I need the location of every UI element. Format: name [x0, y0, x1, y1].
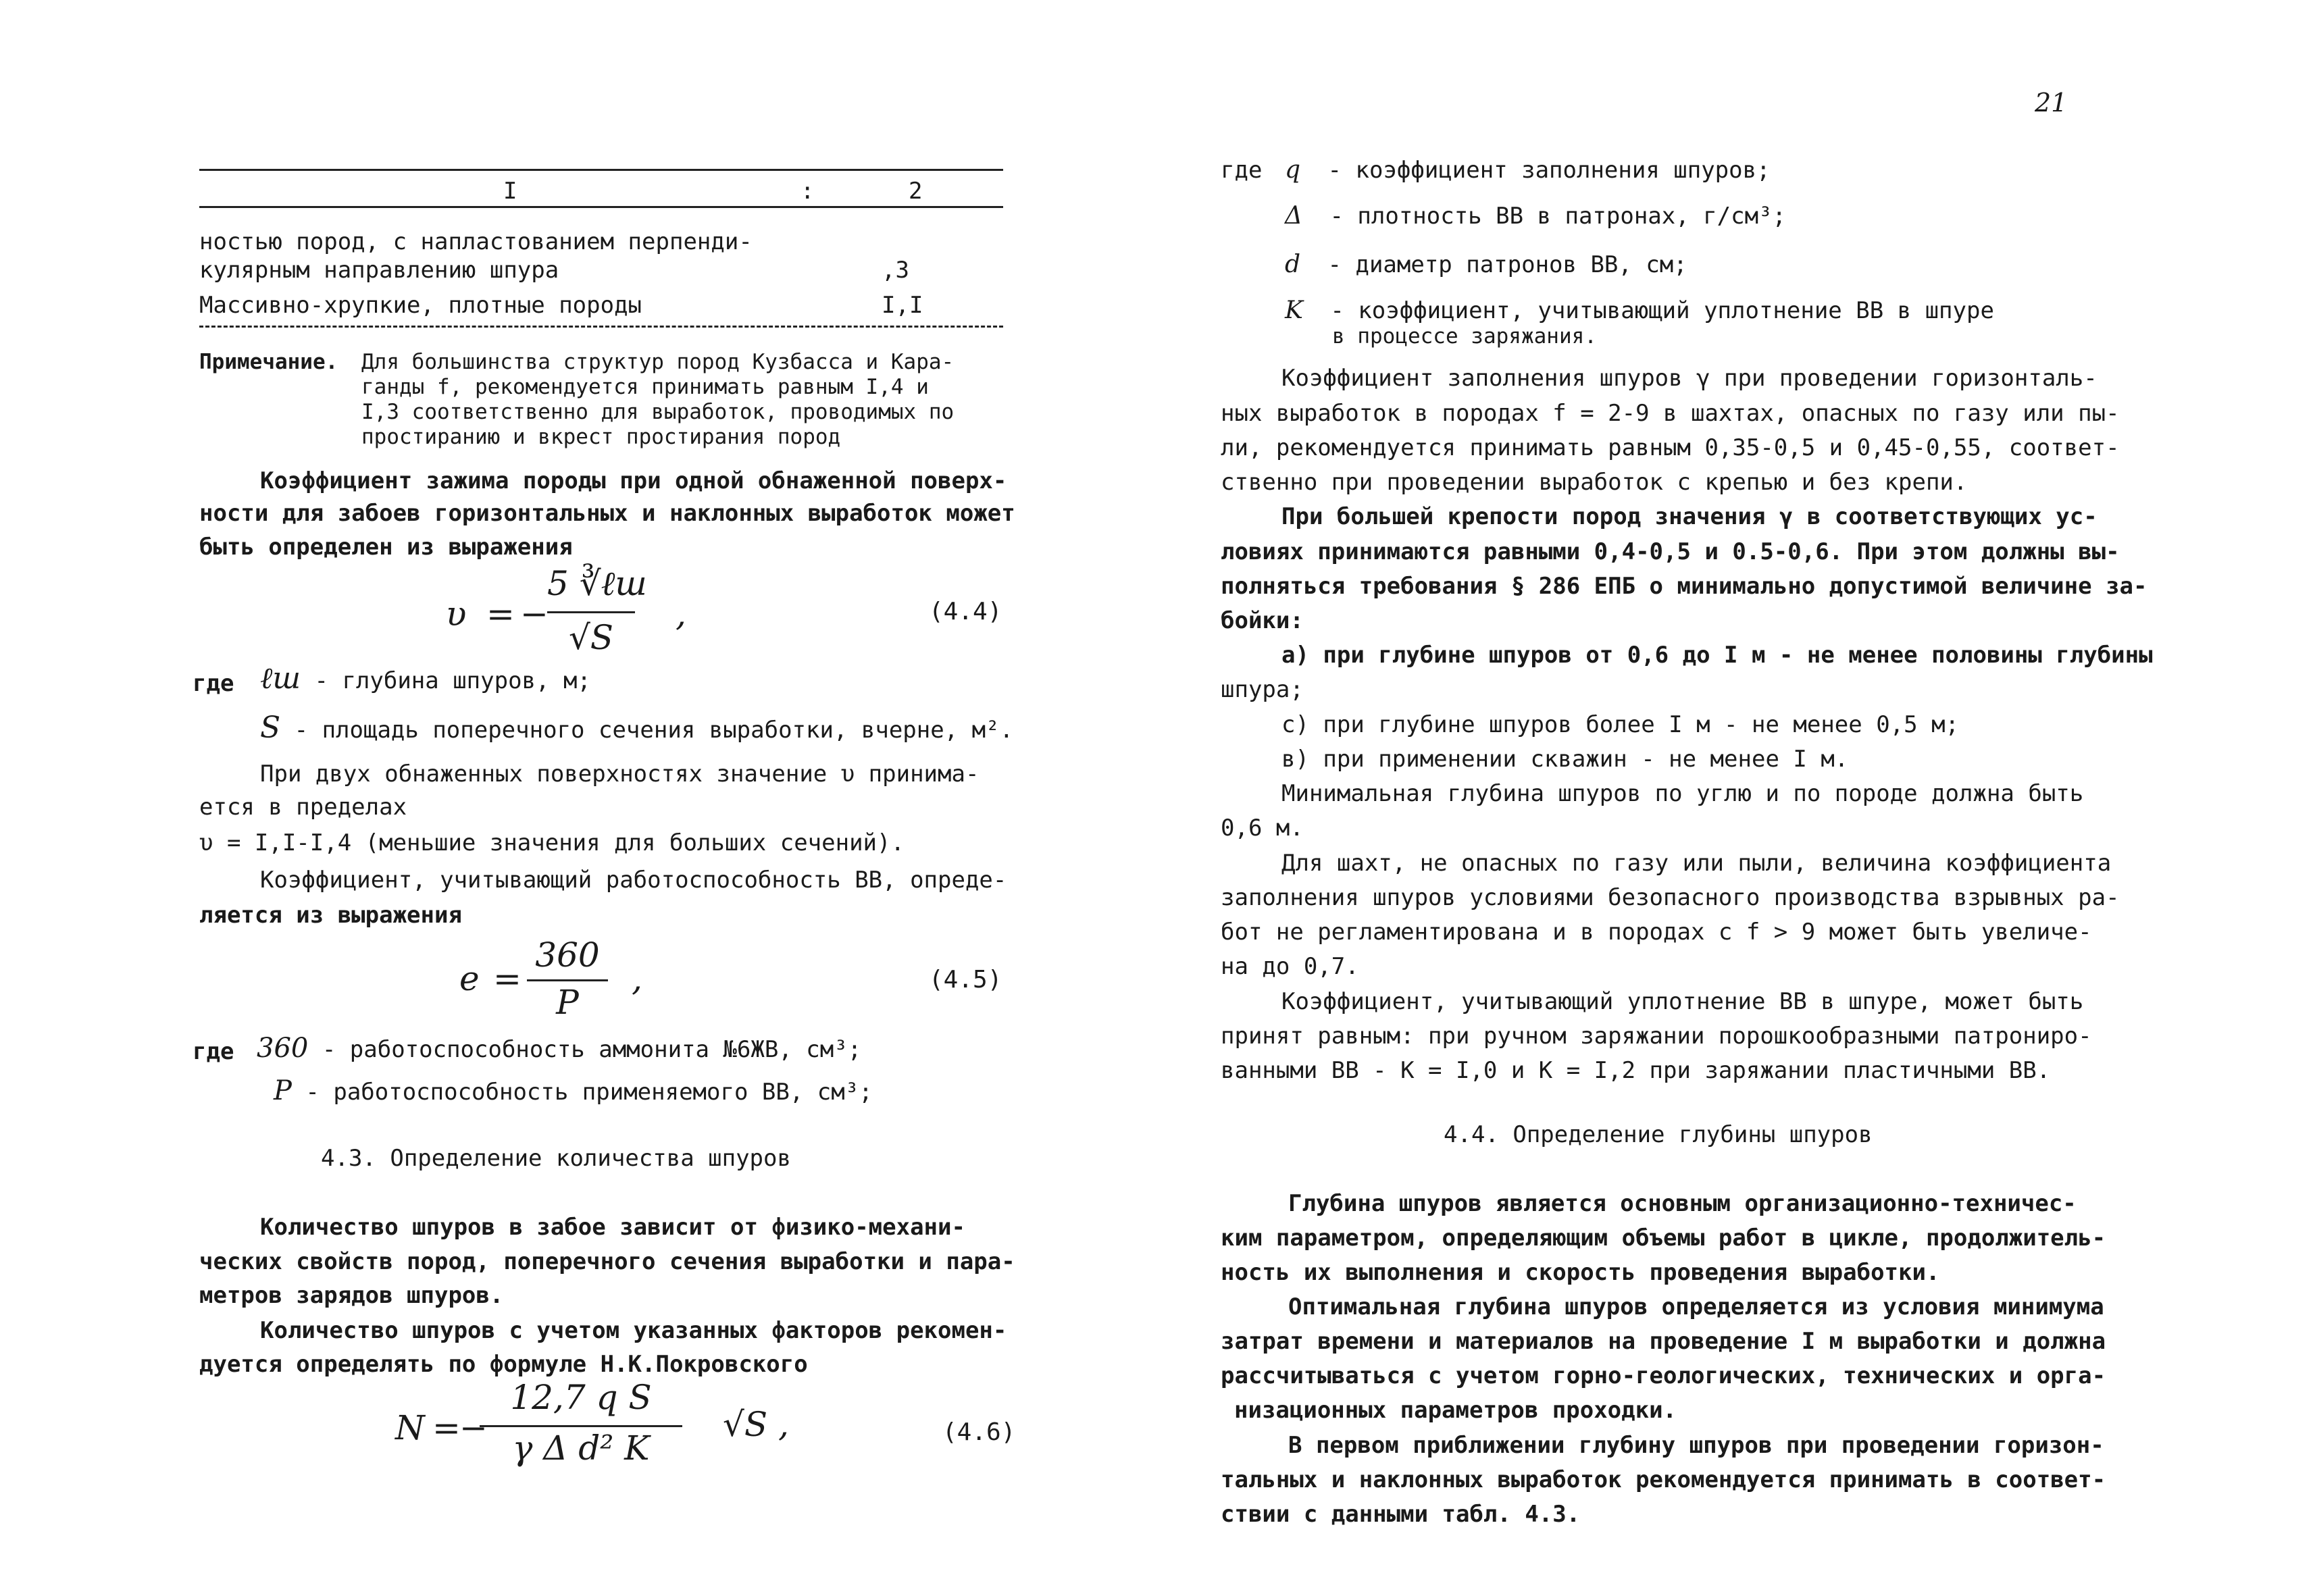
- table-row-2-label: Массивно-хрупкие, плотные породы: [199, 292, 642, 319]
- para6-line1: Коэффициент заполнения шпуров γ при проведении горизонталь-: [1281, 365, 2098, 392]
- left-page: [0, 0, 1156, 1596]
- where2-item-1-text: - работоспособность аммонита №6ЖВ, см³;: [322, 1036, 862, 1063]
- para11-line3: ность их выполнения и скорость проведения выработки.: [1221, 1259, 1940, 1286]
- where2-label: где: [193, 1038, 234, 1065]
- para5-line1: Количество шпуров с учетом указанных факторов рекомен-: [260, 1317, 1007, 1344]
- where3-item-1-text: - коэффициент заполнения шпуров;: [1327, 157, 1771, 184]
- para11-line1: Глубина шпуров является основным организационно-техничес-: [1288, 1190, 2077, 1217]
- para2-line3: υ = I,I-I,4 (меньшие значения для больших сечений).: [199, 829, 905, 856]
- para7-line3: полняться требования § 286 ЕПБ о минимально допустимой величине за-: [1221, 573, 2147, 600]
- para12-line3: рассчитываться с учетом горно-геологических, технических и орга-: [1221, 1362, 2106, 1389]
- where1-label: где: [193, 670, 234, 697]
- formula-4-4-lhs: υ: [446, 594, 467, 634]
- note-line-3: I,3 соответственно для выработок, проводимых по: [361, 400, 955, 424]
- para11-line2: ким параметром, определяющим объемы работ в цикле, продолжитель-: [1221, 1225, 2106, 1252]
- formula-4-6-bar: [480, 1425, 682, 1427]
- table-row-2-value: I,I: [882, 292, 923, 319]
- list-item-c: с) при глубине шпуров более I м - не менее 0,5 м;: [1281, 711, 1960, 738]
- para3-line1: Коэффициент, учитывающий работоспособность ВВ, опреде-: [260, 867, 1007, 894]
- section-4-4-heading: 4.4. Определение глубины шпуров: [1444, 1121, 1873, 1148]
- formula-4-4-number: (4.4): [929, 598, 1002, 625]
- formula-4-6-denominator: γ Δ d² K: [512, 1428, 650, 1468]
- where3-continuation: в процессе заряжания.: [1332, 324, 1597, 349]
- formula-4-4-numerator: 5 ∛ℓш: [547, 564, 647, 603]
- para1-line3: быть определен из выражения: [199, 534, 573, 561]
- formula-4-4-comma: ,: [676, 594, 686, 634]
- where2-item-2: [274, 1077, 873, 1106]
- formula-4-6-numerator: 12,7 q S: [510, 1378, 652, 1417]
- table-top-rule: [199, 169, 1003, 171]
- formula-4-5-denominator: P: [556, 983, 579, 1022]
- where3-item-4: [1285, 297, 1994, 324]
- formula-4-6-equals: =: [432, 1408, 461, 1447]
- formula-4-5-bar: [527, 979, 608, 981]
- list-item-a: а) при глубине шпуров от 0,6 до I м - не менее половины глубины: [1281, 642, 2153, 669]
- para4-line3: метров зарядов шпуров.: [199, 1282, 504, 1309]
- formula-4-6-lhs: N: [395, 1408, 425, 1447]
- para2-line1: При двух обнаженных поверхностях значение υ принима-: [260, 761, 980, 788]
- para1-line1: Коэффициент зажима породы при одной обнаженной поверх-: [260, 467, 1007, 494]
- para13-line1: В первом приближении глубину шпуров при проведении горизон-: [1288, 1432, 2104, 1459]
- para9-line3: бот не регламентирована и в породах с f > 9 может быть увеличе-: [1221, 919, 2092, 946]
- para4-line2: ческих свойств пород, поперечного сечения выработки и пара-: [199, 1248, 1015, 1275]
- note-line-2: ганды f, рекомендуется принимать равным I,4 и: [361, 375, 929, 399]
- note-line-4: простиранию и вкрест простирания пород: [361, 425, 841, 449]
- list-item-v: в) при применении скважин - не менее I м.: [1281, 746, 1849, 773]
- where2-item-1-sym: 360: [257, 1033, 309, 1064]
- where1-item-2-text: - площадь поперечного сечения выработки, вчерне, м².: [294, 717, 1014, 744]
- table-header-sep: :: [800, 178, 815, 205]
- para12-line1: Оптимальная глубина шпуров определяется из условия минимума: [1288, 1293, 2104, 1320]
- where3-item-4-sym: K: [1285, 297, 1303, 324]
- formula-4-6-tail: √S ,: [723, 1405, 789, 1444]
- para2-line2: ется в пределах: [199, 794, 407, 821]
- formula-4-5-equals: =: [493, 959, 522, 998]
- table-row-1-line2: кулярным направлению шпура: [199, 257, 559, 284]
- table-row-1-line1: ностью пород, с напластованием перпенди-: [199, 228, 753, 255]
- formula-4-5-number: (4.5): [929, 966, 1002, 994]
- para13-line3: ствии с данными табл. 4.3.: [1221, 1501, 1581, 1528]
- table-header-rule: [199, 206, 1003, 208]
- where3-item-3: [1285, 251, 1687, 278]
- where2-item-2-sym: P: [274, 1075, 292, 1106]
- para9-line2: заполнения шпуров условиями безопасного производства взрывных ра-: [1221, 884, 2120, 911]
- where1-item-2: [260, 711, 1014, 745]
- note-label: Примечание.: [199, 350, 338, 374]
- where3-item-1-sym: q: [1285, 156, 1301, 184]
- para10-line3: ванными ВВ - K = I,0 и K = I,2 при заряжании пластичными ВВ.: [1221, 1057, 2051, 1084]
- list-item-a-cont: шпура;: [1221, 676, 1304, 703]
- para6-line2: ных выработок в породах f = 2-9 в шахтах, опасных по газу или пы-: [1221, 400, 2120, 427]
- para1-line2: ности для забоев горизонтальных и наклонных выработок может: [199, 500, 1015, 527]
- where3-item-3-text: - диаметр патронов ВВ, см;: [1327, 251, 1687, 278]
- formula-4-6-number: (4.6): [942, 1418, 1016, 1446]
- where3-item-2: [1285, 203, 1786, 230]
- where2-item-2-text: - работоспособность применяемого ВВ, см³;: [305, 1079, 873, 1106]
- para6-line3: ли, рекомендуется принимать равным 0,35-0,5 и 0,45-0,55, соответ-: [1221, 434, 2120, 461]
- para7-line2: ловиях принимаются равными 0,4-0,5 и 0.5-0,6. При этом должны вы-: [1221, 538, 2120, 565]
- where1-item-1: [260, 661, 591, 696]
- para12-line4: низационных параметров проходки.: [1234, 1397, 1677, 1424]
- page-number: 21: [2035, 88, 2068, 118]
- formula-4-5-comma: ,: [632, 959, 642, 998]
- where3-item-1: [1285, 157, 1771, 184]
- where3-item-4-text: - коэффициент, учитывающий уплотнение ВВ в шпуре: [1330, 297, 1994, 324]
- para9-line4: на до 0,7.: [1221, 953, 1359, 980]
- table-header-col2: 2: [909, 178, 923, 205]
- section-4-3-heading: 4.3. Определение количества шпуров: [321, 1145, 791, 1172]
- right-page: [1156, 0, 2313, 1596]
- para5-line2: дуется определять по формуле Н.К.Покровского: [199, 1351, 808, 1378]
- where1-item-1-text: - глубина шпуров, м;: [314, 667, 591, 694]
- table-row-1-value: ,3: [882, 257, 909, 284]
- para9-line1: Для шахт, не опасных по газу или пыли, величина коэффициента: [1281, 850, 2112, 877]
- formula-4-4-denominator: √S: [568, 618, 614, 657]
- where1-item-1-sym: ℓш: [260, 661, 301, 696]
- para8-line1: Минимальная глубина шпуров по углю и по породе должна быть: [1281, 780, 2084, 807]
- para12-line2: затрат времени и материалов на проведение I м выработки и должна: [1221, 1328, 2106, 1355]
- formula-4-5-lhs: e: [459, 959, 480, 998]
- para10-line1: Коэффициент, учитывающий уплотнение ВВ в шпуре, может быть: [1281, 988, 2084, 1015]
- note-line-1: Для большинства структур пород Кузбасса и Кара-: [361, 350, 955, 374]
- formula-4-4-equals: =: [486, 594, 515, 634]
- para7-line1: При большей крепости пород значения γ в соответствующих ус-: [1281, 503, 2098, 530]
- para8-line2: 0,6 м.: [1221, 815, 1304, 842]
- formula-4-4-bar: [547, 611, 635, 613]
- table-header-col1: I: [503, 178, 517, 205]
- where3-item-2-text: - плотность ВВ в патронах, г/см³;: [1329, 203, 1786, 230]
- where3-item-3-sym: d: [1285, 251, 1301, 278]
- para7-line4: бойки:: [1221, 607, 1304, 634]
- where2-item-1: [257, 1035, 861, 1063]
- formula-4-4-minus: −: [520, 594, 549, 634]
- para4-line1: Количество шпуров в забое зависит от физико-механи-: [260, 1214, 965, 1241]
- where1-item-2-sym: S: [260, 711, 281, 745]
- where3-item-2-sym: Δ: [1285, 202, 1302, 230]
- table-bottom-rule: [199, 326, 1003, 328]
- para10-line2: принят равным: при ручном заряжании порошкообразными патрониро-: [1221, 1023, 2092, 1050]
- para6-line4: ственно при проведении выработок с крепью и без крепи.: [1221, 469, 1968, 496]
- para13-line2: тальных и наклонных выработок рекомендуется принимать в соответ-: [1221, 1466, 2106, 1493]
- formula-4-5-numerator: 360: [535, 935, 600, 975]
- formula-4-6-minus: −: [459, 1408, 488, 1447]
- where3-label: где: [1221, 157, 1263, 184]
- para3-line2: ляется из выражения: [199, 902, 462, 929]
